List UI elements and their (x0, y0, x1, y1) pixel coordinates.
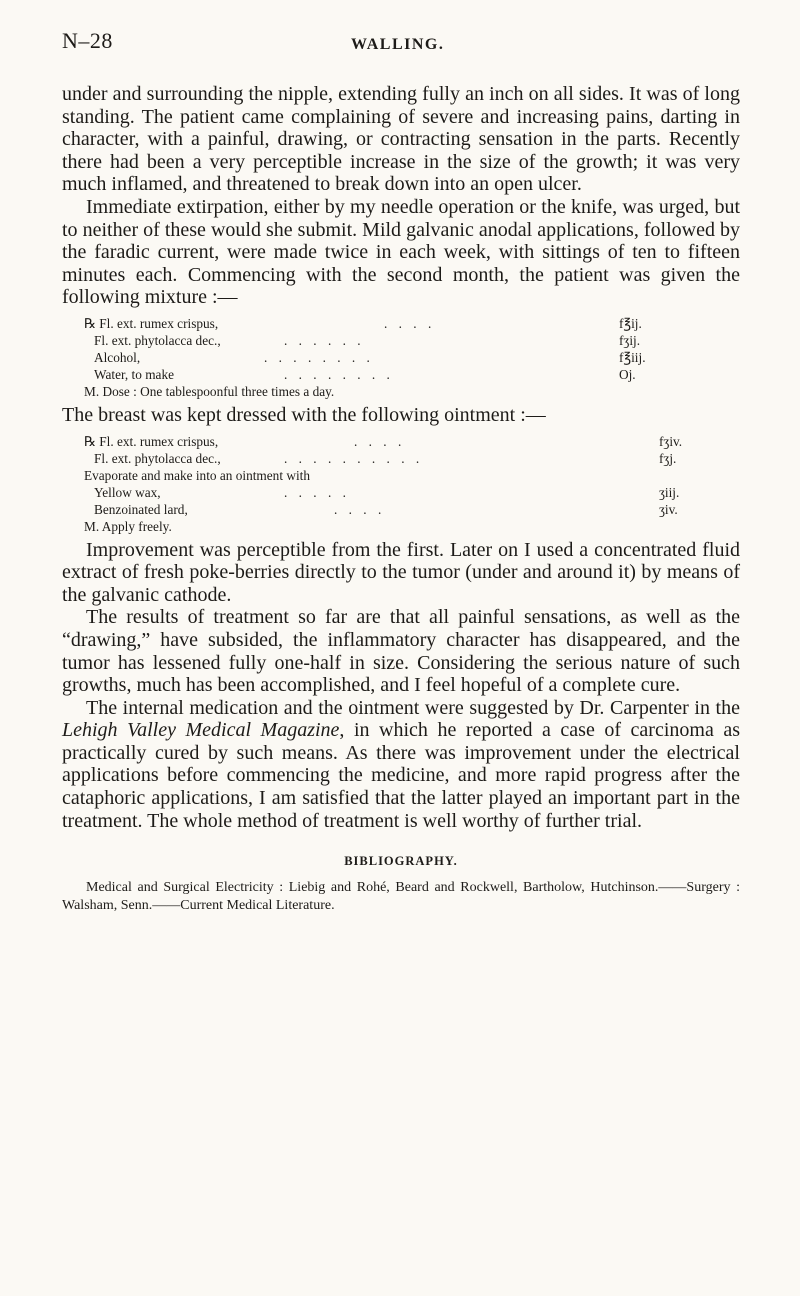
ointment-intro: The breast was kept dressed with the following ointment :— (62, 403, 546, 426)
mixture-prescription (84, 315, 740, 400)
body-text (62, 83, 740, 915)
quantity: fʒiv. (659, 433, 683, 449)
ingredient: Alcohol, (94, 349, 141, 365)
prescription-row (84, 433, 740, 450)
paragraph-3: Improvement was perceptible from the first. Later on I used a concentrated fluid extract of fresh poke-berries directly to the tumor (under and around it) by means of the galvanic cathode. (62, 538, 740, 606)
quantity: Oj. (619, 366, 636, 382)
prescription-row (84, 501, 740, 518)
quantity: ʒiv. (659, 501, 678, 517)
paragraph-5-end: , in which he reported a case of carcinoma as practically cured by such means. As there was improvement under the electrical applications before commencing the medicine, and more rapid progress after the cataphoric applications, I am satisfied that the latter played an important part in the treatment. The whole method of treatment is well worthy of further trial. (62, 719, 741, 832)
prescription-row (84, 467, 740, 484)
ingredient: Yellow wax, (94, 484, 161, 500)
journal-title: Lehigh Valley Medical Magazine (62, 719, 340, 742)
leader-dots: . . . . . (284, 484, 350, 500)
leader-dots: . . . . (334, 501, 386, 517)
paragraph-5-start: The internal medication and the ointment were suggested by Dr. Carpenter in the (86, 696, 740, 719)
ingredient: Fl. ext. phytolacca dec., (94, 332, 221, 348)
ingredient: Evaporate and make into an ointment with (84, 467, 310, 483)
leader-dots: . . . . (384, 315, 436, 331)
prescription-direction: M. Dose : One tablespoonful three times a day. (84, 383, 335, 399)
bibliography-text: Medical and Surgical Electricity : Liebig and Rohé, Beard and Rockwell, Bartholow, Hutchinson.——Surgery : Walsham, Senn.——Current Medical Literature. (62, 880, 740, 914)
paragraph-4: The results of treatment so far are that all painful sensations, as well as the “drawing,” have subsided, the inflammatory character has disappeared, and the tumor has lessened fully one-half in size. Considering the serious nature of such growths, much has been accomplished, and I feel hopeful of a complete cure. (62, 606, 740, 697)
ointment-prescription (84, 433, 740, 535)
prescription-row (84, 315, 740, 332)
quantity: f℥ij. (619, 315, 642, 331)
page-number: N–28 (62, 28, 113, 53)
prescription-row (84, 450, 740, 467)
ingredient: ℞ Fl. ext. rumex crispus, (84, 433, 219, 449)
leader-dots: . . . . (354, 433, 406, 449)
paragraph-2: Immediate extirpation, either by my needle operation or the knife, was urged, but to neither of these would she submit. Mild galvanic anodal applications, followed by the faradic current, were made twice in each week, with sittings of ten to fifteen minutes each. Commencing with the second month, the patient was given the following mixture :— (62, 195, 740, 309)
prescription-row (84, 349, 740, 366)
document-page (62, 28, 740, 915)
quantity: fʒij. (619, 332, 641, 348)
leader-dots: . . . . . . . . (284, 366, 394, 382)
ingredient: Benzoinated lard, (94, 501, 188, 517)
page-header (62, 28, 740, 62)
prescription-row (84, 484, 740, 501)
leader-dots: . . . . . . . . (264, 349, 374, 365)
ingredient: ℞ Fl. ext. rumex crispus, (84, 315, 219, 331)
paragraph-5 (62, 697, 740, 833)
prescription-direction: M. Apply freely. (84, 518, 172, 534)
running-head: WALLING. (351, 36, 445, 53)
prescription-row (84, 366, 740, 383)
paragraph-1: under and surrounding the nipple, extending fully an inch on all sides. It was of long standing. The patient came complaining of severe and increasing pains, darting in character, with a painful, drawing, or contracting sensation in the parts. Recently there had been a very perceptible increase in the size of the growth; it was very much inflamed, and threatened to break down into an open ulcer. (62, 83, 740, 196)
ingredient: Water, to make (94, 366, 174, 382)
quantity: fʒj. (659, 450, 677, 466)
bibliography-title: BIBLIOGRAPHY. (344, 854, 458, 869)
leader-dots: . . . . . . (284, 332, 365, 348)
quantity: ʒiij. (659, 484, 680, 500)
prescription-row (84, 332, 740, 349)
quantity: f℥iij. (619, 349, 646, 365)
ingredient: Fl. ext. phytolacca dec., (94, 450, 221, 466)
leader-dots: . . . . . . . . . . (284, 450, 424, 466)
